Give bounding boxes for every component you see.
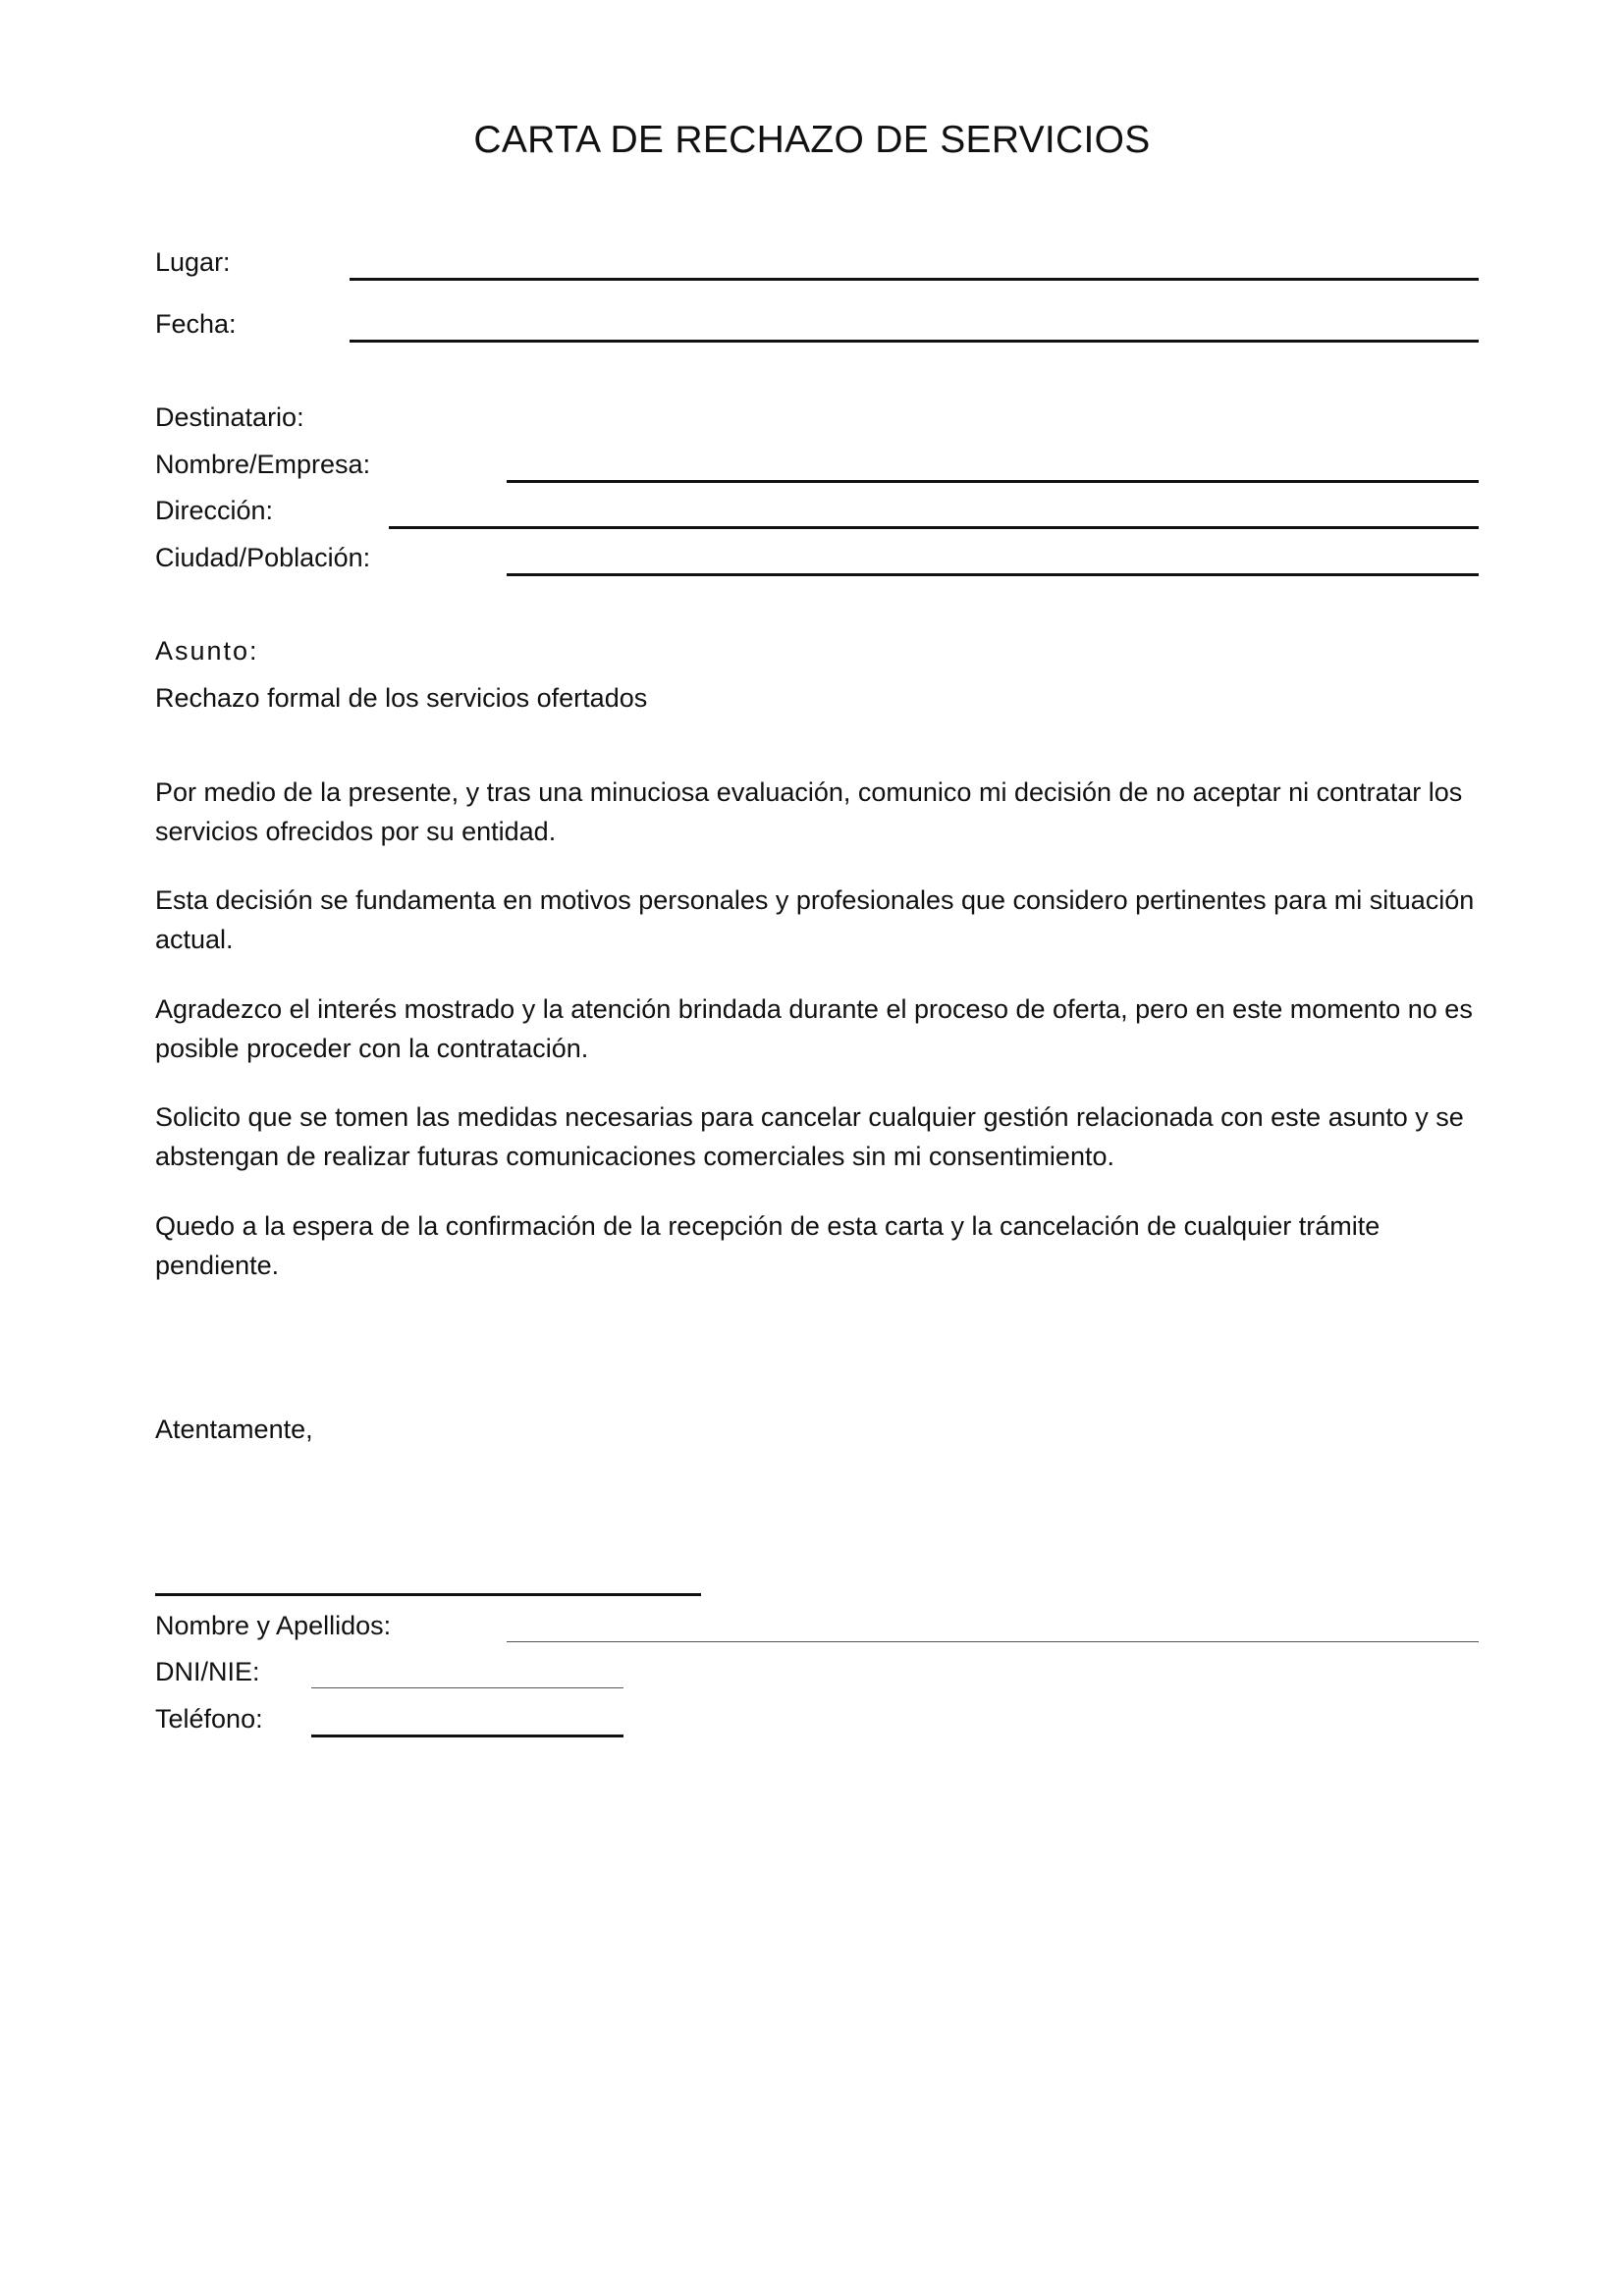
lugar-label: Lugar:: [155, 247, 231, 277]
ciudad-poblacion-label: Ciudad/Población:: [155, 543, 371, 572]
body-paragraph-5: Quedo a la espera de la confirmación de la recepción de esta carta y la cancelación de cualquier trámite pendiente.: [155, 1211, 1380, 1280]
body-paragraph-4: Solicito que se tomen las medidas necesarias para cancelar cualquier gestión relacionada con este asunto y se abstengan de realizar futuras comunicaciones comerciales sin mi consentimiento.: [155, 1102, 1464, 1171]
body-paragraph-2: Esta decisión se fundamenta en motivos personales y profesionales que considero pertinentes para mi situación actual.: [155, 885, 1475, 954]
direccion-field-line[interactable]: [389, 526, 1479, 529]
telefono-field-line[interactable]: [311, 1735, 623, 1737]
recipient-heading: Destinatario:: [155, 402, 304, 432]
signer-name-field-line[interactable]: [507, 1641, 1479, 1642]
subject-label: Asunto:: [155, 636, 259, 666]
dni-nie-label: DNI/NIE:: [155, 1657, 260, 1686]
document-title: CARTA DE RECHAZO DE SERVICIOS: [473, 119, 1151, 161]
ciudad-poblacion-field-line[interactable]: [507, 573, 1479, 576]
closing-text: Atentamente,: [155, 1415, 313, 1444]
signer-name-label: Nombre y Apellidos:: [155, 1611, 392, 1640]
direccion-label: Dirección:: [155, 496, 274, 525]
dni-nie-field-line[interactable]: [311, 1687, 623, 1688]
nombre-empresa-label: Nombre/Empresa:: [155, 450, 371, 479]
body-paragraph-1: Por medio de la presente, y tras una minuciosa evaluación, comunico mi decisión de no aceptar ni contratar los servicios ofrecidos por su entidad.: [155, 777, 1463, 846]
fecha-field-line[interactable]: [350, 340, 1479, 343]
body-paragraph-3: Agradezco el interés mostrado y la atención brindada durante el proceso de oferta, pero en este momento no es posible proceder con la contratación.: [155, 994, 1473, 1063]
fecha-label: Fecha:: [155, 309, 237, 339]
telefono-label: Teléfono:: [155, 1704, 263, 1734]
lugar-field-line[interactable]: [350, 278, 1479, 281]
signature-line[interactable]: [155, 1593, 701, 1596]
nombre-empresa-field-line[interactable]: [507, 480, 1479, 483]
subject-text: Rechazo formal de los servicios ofertados: [155, 683, 648, 713]
